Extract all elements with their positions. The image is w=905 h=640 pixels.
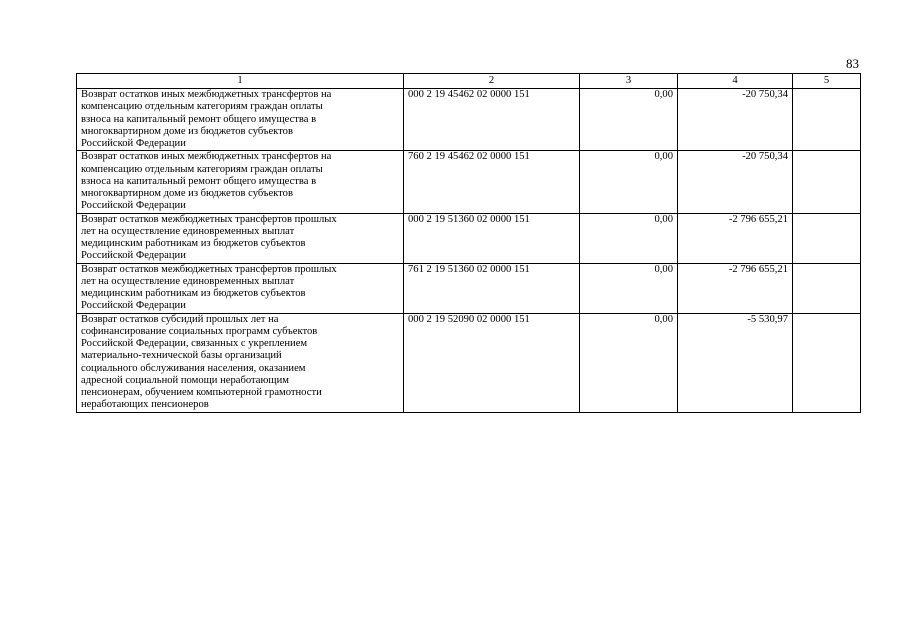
row-name [77, 313, 404, 412]
table-row [77, 313, 861, 412]
name-line: Возврат остатков иных межбюджетных трансфертов на [81, 151, 332, 163]
row-code: 000 2 19 52090 02 0000 151 [404, 313, 580, 412]
name-line: Возврат остатков межбюджетных трансфертов прошлых [81, 263, 337, 275]
name-line: медицинским работникам из бюджетов субъектов [81, 288, 306, 299]
name-line: медицинским работникам из бюджетов субъектов [81, 238, 306, 249]
row-code: 000 2 19 51360 02 0000 151 [404, 213, 580, 263]
name-line: Российской Федерации [81, 250, 186, 262]
column-header-1: 1 [77, 74, 404, 89]
column-header-2: 2 [404, 74, 580, 89]
name-line: взноса на капитальный ремонт общего имущества в [81, 113, 317, 125]
row-col5-value [793, 313, 861, 412]
name-line: лет на осуществление единовременных выплат [81, 225, 295, 237]
row-col4-value: -20 750,34 [678, 151, 793, 213]
row-col3-value: 0,00 [580, 263, 678, 313]
row-name [77, 151, 404, 213]
name-line: Российской Федерации [81, 138, 186, 149]
row-col3-value: 0,00 [580, 213, 678, 263]
table-row [77, 263, 861, 313]
row-col5-value [793, 89, 861, 151]
row-code: 761 2 19 51360 02 0000 151 [404, 263, 580, 313]
name-line: Российской Федерации, связанных с укреплением [81, 338, 308, 349]
name-line: пенсионерам, обучением компьютерной грамотности [81, 387, 322, 398]
name-line: Российской Федерации [81, 200, 186, 212]
name-line: компенсацию отдельным категориям граждан оплаты [81, 163, 323, 175]
row-col3-value: 0,00 [580, 313, 678, 412]
table-header-row [77, 74, 861, 89]
row-name [77, 89, 404, 151]
name-line: многоквартирном доме из бюджетов субъектов [81, 188, 293, 199]
name-line: взноса на капитальный ремонт общего имущества в [81, 175, 317, 187]
table-row [77, 89, 861, 151]
table-row [77, 213, 861, 263]
table-row [77, 151, 861, 213]
name-line: компенсацию отдельным категориям граждан оплаты [81, 101, 323, 113]
row-col3-value: 0,00 [580, 151, 678, 213]
row-col4-value: -2 796 655,21 [678, 263, 793, 313]
name-line: материально-технической базы организаций [81, 350, 282, 362]
row-col5-value [793, 263, 861, 313]
name-line: Возврат остатков межбюджетных трансфертов прошлых [81, 213, 337, 225]
row-col3-value: 0,00 [580, 89, 678, 151]
column-header-4: 4 [678, 74, 793, 89]
name-line: лет на осуществление единовременных выплат [81, 275, 295, 287]
column-header-3: 3 [580, 74, 678, 89]
row-code: 760 2 19 45462 02 0000 151 [404, 151, 580, 213]
row-name [77, 263, 404, 313]
name-line: Возврат остатков субсидий прошлых лет на [81, 313, 279, 325]
name-line: софинансирование социальных программ субъектов [81, 325, 318, 337]
row-col4-value: -5 530,97 [678, 313, 793, 412]
name-line: адресной социальной помощи неработающим [81, 374, 289, 386]
name-line: Российской Федерации [81, 300, 186, 312]
row-name [77, 213, 404, 263]
name-line: Возврат остатков иных межбюджетных трансфертов на [81, 89, 332, 100]
name-line: многоквартирном доме из бюджетов субъектов [81, 125, 293, 137]
page-number: 83 [846, 56, 859, 71]
row-code: 000 2 19 45462 02 0000 151 [404, 89, 580, 151]
name-line: неработающих пенсионеров [81, 399, 209, 411]
name-line: социального обслуживания населения, оказанием [81, 362, 306, 374]
row-col4-value: -2 796 655,21 [678, 213, 793, 263]
row-col5-value [793, 213, 861, 263]
row-col5-value [793, 151, 861, 213]
column-header-5: 5 [793, 74, 861, 89]
budget-table [76, 73, 861, 413]
row-col4-value: -20 750,34 [678, 89, 793, 151]
